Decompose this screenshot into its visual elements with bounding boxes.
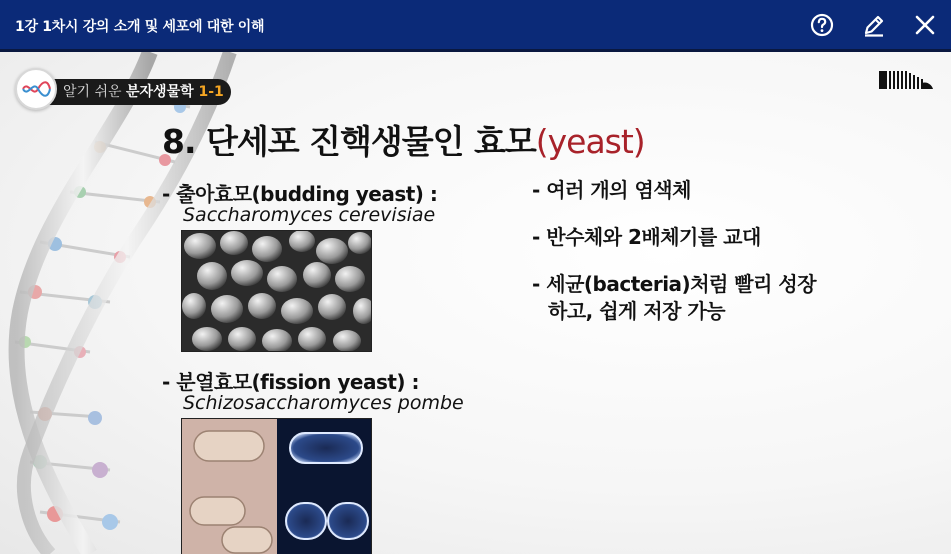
budding-yeast-title: - 출아효모(budding yeast) :	[162, 182, 438, 206]
course-name: 알기 쉬운 분자생물학 1-1	[43, 79, 231, 105]
lecture-slide	[0, 52, 951, 554]
bullet-easy-storage: 하고, 쉽게 저장 가능	[548, 299, 726, 323]
budding-yeast-micrograph	[181, 230, 372, 352]
fission-yeast-title: - 분열효모(fission yeast) :	[162, 370, 420, 394]
fission-yeast-scientific-name: Schizosaccharomyces pombe	[183, 392, 464, 414]
question-circle-icon[interactable]	[809, 12, 835, 38]
course-badge	[15, 68, 233, 104]
bullet-haploid-diploid: - 반수체와 2배체기를 교대	[532, 225, 761, 249]
window-title: 1강 1차시 강의 소개 및 세포에 대한 이해	[15, 19, 265, 35]
title-bar	[0, 0, 951, 52]
bullet-chromosomes: - 여러 개의 염색체	[532, 178, 691, 202]
publisher-logo	[877, 69, 935, 91]
budding-yeast-scientific-name: Saccharomyces cerevisiae	[183, 204, 436, 226]
dna-logo-icon	[15, 68, 57, 110]
fission-yeast-micrograph	[181, 418, 372, 554]
close-icon[interactable]	[912, 12, 938, 38]
slide-heading: 8. 단세포 진핵생물인 효모(yeast)	[162, 122, 645, 161]
bullet-fast-growth: - 세균(bacteria)처럼 빨리 성장	[532, 272, 817, 296]
pencil-icon[interactable]	[861, 12, 887, 38]
